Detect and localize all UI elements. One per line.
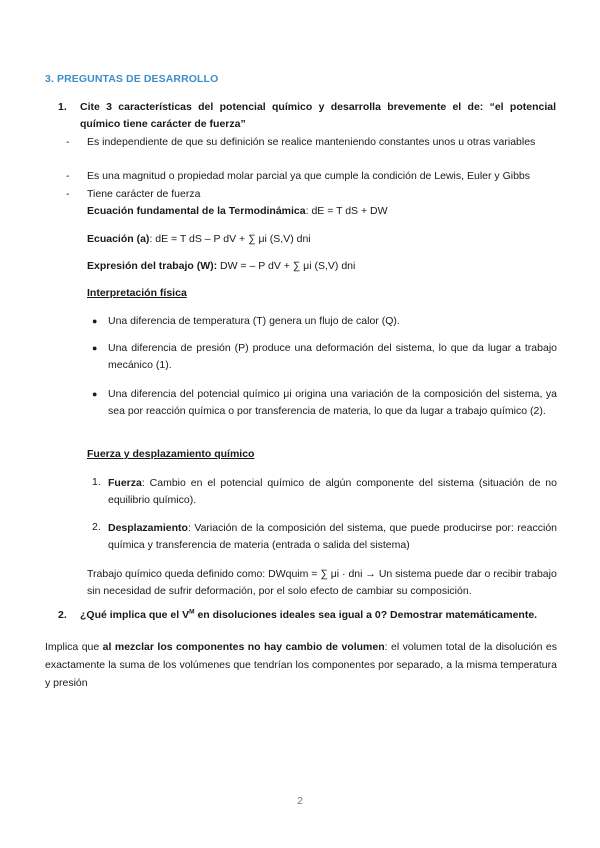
answer-rest: : el volumen total de la disolución es exactamente la suma de los volúmenes que tendrían los componentes por separado, a la misma temperatura y presión [45, 641, 557, 689]
trabajo-quimico: Trabajo químico queda definido como: DWquim = ∑ μi · dni → Un sistema puede dar o recibir trabajo sin necesidad de sufrir deformación, por el solo efecto de cambiar su composición. [87, 568, 557, 597]
bullet-dot: ● [92, 343, 98, 353]
equation-fundamental [87, 203, 557, 220]
question-2-text-before: ¿Qué implica que el V [80, 609, 190, 621]
fuerza-title: Fuerza y desplazamiento químico [87, 448, 255, 460]
item-desplazamiento [108, 520, 557, 554]
question-2-text-after: en disoluciones ideales sea igual a 0? Demostrar matemáticamente. [194, 609, 538, 621]
question-2-number: 2. [58, 609, 67, 621]
equation-fundamental-formula: : dE = T dS + DW [305, 205, 388, 217]
question-1-number: 1. [58, 101, 67, 113]
dash-marker: - [66, 188, 70, 200]
item-fuerza-text: : Cambio en el potencial químico de algún componente del sistema (situación de no equilibrio químico). [108, 477, 557, 506]
ordered-number: 1. [92, 476, 101, 488]
item-fuerza [108, 475, 557, 509]
equation-fundamental-label: Ecuación fundamental de la Termodinámica [87, 205, 306, 217]
answer-bold: al mezclar los componentes no hay cambio de volumen [102, 641, 385, 653]
bullet-presion: Una diferencia de presión (P) produce una deformación del sistema, lo que da lugar a trabajo mecánico (1). [108, 342, 557, 371]
answer-paragraph [45, 638, 557, 692]
equation-a-formula: : dE = T dS – P dV + ∑ μi (S,V) dni [149, 233, 311, 245]
dash-item-caracter-fuerza: Tiene carácter de fuerza [87, 188, 201, 200]
question-1-text: Cite 3 características del potencial químico y desarrolla brevemente el de: “el potencial químico tiene carácter de fuerza” [80, 101, 556, 130]
ordered-number: 2. [92, 521, 101, 533]
dash-marker: - [66, 170, 70, 182]
item-fuerza-label: Fuerza [108, 477, 142, 489]
bullet-temperatura: Una diferencia de temperatura (T) genera un flujo de calor (Q). [108, 315, 400, 327]
question-2-text [80, 609, 558, 621]
item-desplazamiento-text: : Variación de la composición del sistema, que puede producirse por: reacción química y transferencia de materia (entrada o salida del sistema) [108, 522, 557, 551]
dash-item-independiente: Es independiente de que su definición se realice manteniendo constantes unos u otras variables [87, 136, 536, 148]
dash-marker: - [66, 136, 70, 148]
bullet-dot: ● [92, 316, 98, 326]
item-desplazamiento-label: Desplazamiento [108, 522, 188, 534]
equation-work-label: Expresión del trabajo (W): [87, 260, 218, 272]
answer-lead: Implica que [45, 641, 103, 653]
equation-a-label: Ecuación (a) [87, 233, 150, 245]
page-number: 2 [297, 795, 303, 807]
bullet-potencial: Una diferencia del potencial químico μi origina una variación de la composición del sistema, ya sea por reacción química o por transferencia de materia, lo que da lugar a trabajo químico (2). [108, 388, 557, 417]
dash-item-magnitud-molar: Es una magnitud o propiedad molar parcial ya que cumple la condición de Lewis, Euler y Gibbs [87, 170, 530, 182]
interpretacion-title: Interpretación física [87, 287, 187, 299]
equation-work [87, 258, 557, 275]
bullet-dot: ● [92, 389, 98, 399]
question-1 [58, 99, 556, 133]
equation-a [87, 231, 557, 248]
question-2-superscript: M [189, 608, 195, 616]
section-heading: 3. PREGUNTAS DE DESARROLLO [45, 73, 219, 85]
equation-work-formula: DW = – P dV + ∑ μi (S,V) dni [217, 260, 356, 272]
question-2 [58, 609, 558, 621]
